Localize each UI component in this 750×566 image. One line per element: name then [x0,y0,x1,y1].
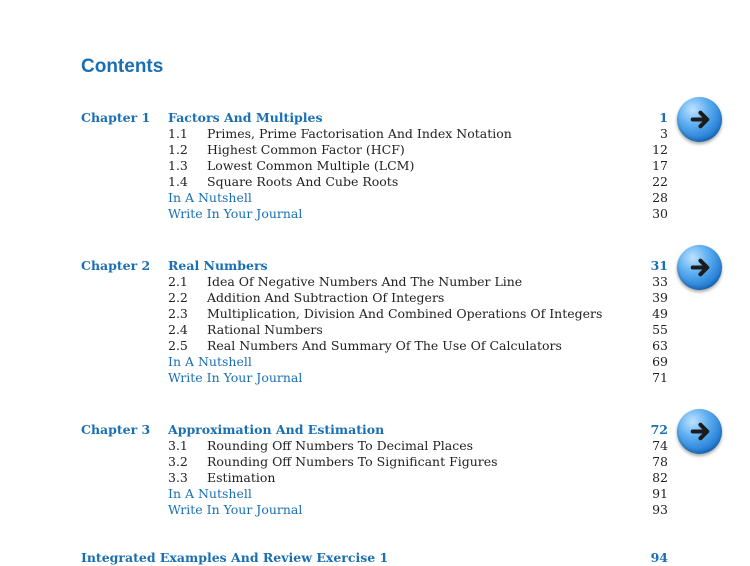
integrated-review-entry[interactable] [0,550,750,566]
page-number: 74 [652,438,668,453]
extra-title: In A Nutshell [168,354,252,369]
arrow-right-icon [685,253,714,282]
section-title: Rational Numbers [207,322,323,337]
section-title: Idea Of Negative Numbers And The Number Line [207,274,523,289]
go-chapter-2-button[interactable] [677,245,722,290]
page-number: 55 [652,322,668,337]
section-entry[interactable] [0,338,750,354]
extra-title: Write In Your Journal [168,502,303,517]
extra-title: Write In Your Journal [168,206,303,221]
page-title: Contents [81,56,164,77]
page-number: 39 [652,290,668,305]
page-number: 72 [650,422,668,437]
chapter-heading[interactable] [0,422,750,438]
section-number: 1.1 [168,126,188,141]
section-entry[interactable] [0,142,750,158]
section-title: Rounding Off Numbers To Decimal Places [207,438,474,453]
arrow-right-icon [685,105,714,134]
page-number: 69 [652,354,668,369]
section-entry[interactable] [0,306,750,322]
section-entry[interactable] [0,174,750,190]
go-chapter-3-button[interactable] [677,409,722,454]
page-number: 22 [652,174,668,189]
extra-title: Write In Your Journal [168,370,303,385]
go-chapter-1-button[interactable] [677,97,722,142]
nutshell-entry[interactable] [0,190,750,206]
page-number: 28 [652,190,668,205]
section-title: Real Numbers And Summary Of The Use Of Calculators [207,338,562,353]
section-entry[interactable] [0,126,750,142]
section-title: Square Roots And Cube Roots [207,174,399,189]
section-number: 2.3 [168,306,188,321]
page-number: 94 [650,550,668,565]
nutshell-entry[interactable] [0,486,750,502]
section-entry[interactable] [0,158,750,174]
section-title: Lowest Common Multiple (LCM) [207,158,415,173]
page-number: 12 [652,142,668,157]
page-number: 82 [652,470,668,485]
chapter-label: Chapter 1 [81,110,151,125]
page-number: 63 [652,338,668,353]
section-number: 3.1 [168,438,188,453]
section-entry[interactable] [0,290,750,306]
extra-title: In A Nutshell [168,190,252,205]
section-number: 3.3 [168,470,188,485]
page-number: 30 [652,206,668,221]
page-number: 3 [660,126,668,141]
section-title: Highest Common Factor (HCF) [207,142,405,157]
chapter-heading[interactable] [0,110,750,126]
section-title: Multiplication, Division And Combined Operations Of Integers [207,306,603,321]
section-number: 1.4 [168,174,188,189]
page-number: 91 [652,486,668,501]
section-entry[interactable] [0,322,750,338]
page-number: 49 [652,306,668,321]
extra-title: In A Nutshell [168,486,252,501]
section-number: 3.2 [168,454,188,469]
section-title: Rounding Off Numbers To Significant Figures [207,454,498,469]
chapter-title: Real Numbers [168,258,268,273]
journal-entry[interactable] [0,502,750,518]
section-title: Addition And Subtraction Of Integers [207,290,445,305]
section-number: 2.2 [168,290,188,305]
integrated-title: Integrated Examples And Review Exercise 1 [81,550,389,565]
chapter-label: Chapter 3 [81,422,151,437]
page-number: 71 [652,370,668,385]
section-number: 2.4 [168,322,188,337]
page-number: 78 [652,454,668,469]
page-number: 93 [652,502,668,517]
nutshell-entry[interactable] [0,354,750,370]
page-number: 31 [650,258,668,273]
page-number: 33 [652,274,668,289]
arrow-right-icon [685,417,714,446]
section-number: 2.1 [168,274,188,289]
chapter-heading[interactable] [0,258,750,274]
section-number: 1.3 [168,158,188,173]
section-title: Primes, Prime Factorisation And Index Notation [207,126,512,141]
section-entry[interactable] [0,454,750,470]
page-number: 17 [652,158,668,173]
chapter-title: Approximation And Estimation [168,422,385,437]
section-number: 1.2 [168,142,188,157]
section-entry[interactable] [0,470,750,486]
journal-entry[interactable] [0,370,750,386]
journal-entry[interactable] [0,206,750,222]
section-title: Estimation [207,470,276,485]
page-number: 1 [659,110,668,125]
chapter-title: Factors And Multiples [168,110,323,125]
chapter-label: Chapter 2 [81,258,151,273]
section-entry[interactable] [0,438,750,454]
section-number: 2.5 [168,338,188,353]
section-entry[interactable] [0,274,750,290]
